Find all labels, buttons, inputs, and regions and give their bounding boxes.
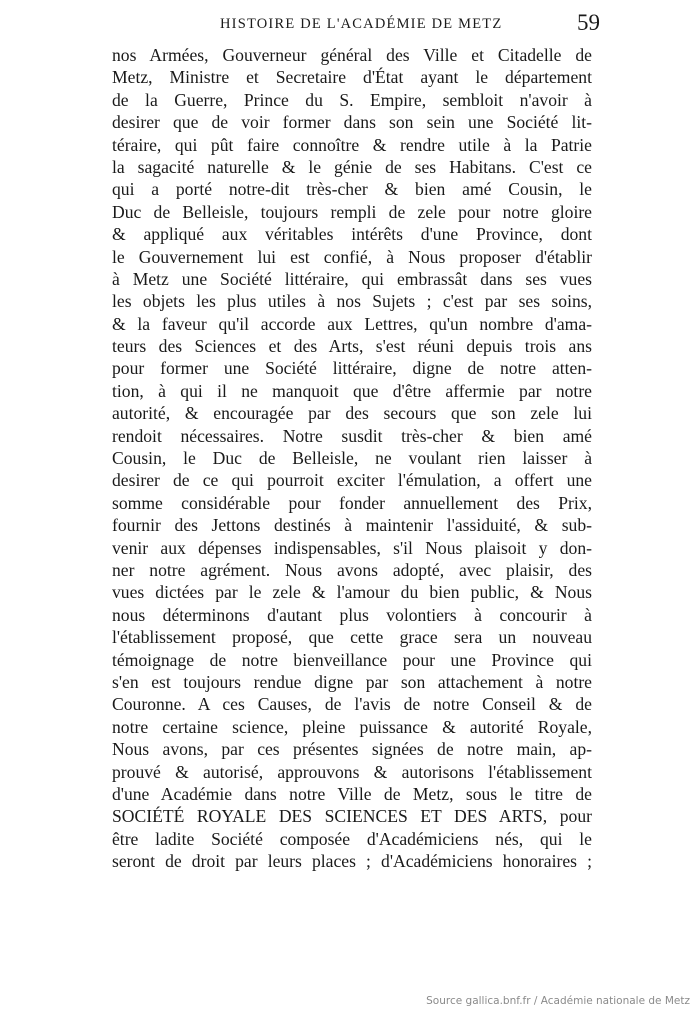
text-line: Couronne. A ces Causes, de l'avis de notre Conseil & de xyxy=(112,694,592,715)
text-line: Nous avons, par ces présentes signées de notre main, ap- xyxy=(112,739,592,760)
text-line: Duc de Belleisle, toujours rempli de zele pour notre gloire xyxy=(112,201,592,222)
text-line: Metz, Ministre et Secretaire d'État ayant le département xyxy=(112,67,592,88)
text-line: être ladite Société composée d'Académiciens nés, qui le xyxy=(112,828,592,849)
text-line: seront de droit par leurs places ; d'Académiciens honoraires ; xyxy=(112,851,592,872)
text-line: desirer de ce qui pourroit exciter l'émulation, a offert une xyxy=(112,470,592,491)
text-line: la sagacité naturelle & le génie de ses Habitans. C'est ce xyxy=(112,156,592,177)
body-text xyxy=(112,44,592,872)
text-line: nos Armées, Gouverneur général des Ville et Citadelle de xyxy=(112,45,592,65)
text-line: ner notre agrément. Nous avons adopté, avec plaisir, des xyxy=(112,559,592,580)
text-line: téraire, qui pût faire connoître & rendre utile à la Patrie xyxy=(112,134,592,155)
running-title: HISTOIRE DE L'ACADÉMIE DE METZ xyxy=(220,16,503,32)
text-line: le Gouvernement lui est confié, à Nous proposer d'établir xyxy=(112,246,592,267)
text-line: qui a porté notre-dit très-cher & bien amé Cousin, le xyxy=(112,179,592,200)
running-header xyxy=(220,12,600,36)
text-line: vues dictées par le zele & l'amour du bien public, & Nous xyxy=(112,582,592,603)
text-line: prouvé & autorisé, approuvons & autorisons l'établissement xyxy=(112,761,592,782)
text-line: les objets les plus utiles à nos Sujets ; c'est par ses soins, xyxy=(112,291,592,312)
text-line: témoignage de notre bienveillance pour une Province qui xyxy=(112,649,592,670)
text-line: rendoit nécessaires. Notre susdit très-cher & bien amé xyxy=(112,425,592,446)
text-line: venir aux dépenses indispensables, s'il Nous plaisoit y don- xyxy=(112,537,592,558)
text-line: de la Guerre, Prince du S. Empire, sembloit n'avoir à xyxy=(112,89,592,110)
text-line: fournir des Jettons destinés à maintenir l'assiduité, & sub- xyxy=(112,515,592,536)
text-line: notre certaine science, pleine puissance & autorité Royale, xyxy=(112,716,592,737)
text-line: & la faveur qu'il accorde aux Lettres, qu'un nombre d'ama- xyxy=(112,313,592,334)
text-line: teurs des Sciences et des Arts, s'est réuni depuis trois ans xyxy=(112,336,592,357)
text-line: desirer que de voir former dans son sein une Société lit- xyxy=(112,112,592,133)
text-line: tion, à qui il ne manquoit que d'être affermie par notre xyxy=(112,380,592,401)
text-line: d'une Académie dans notre Ville de Metz, sous le titre de xyxy=(112,783,592,804)
text-line: nous déterminons d'autant plus volontiers à concourir à xyxy=(112,604,592,625)
text-line: s'en est toujours rendue digne par son attachement à notre xyxy=(112,671,592,692)
page-number: 59 xyxy=(577,10,600,35)
text-line: pour former une Société littéraire, digne de notre atten- xyxy=(112,358,592,379)
text-line: SOCIÉTÉ ROYALE DES SCIENCES ET DES ARTS, pour xyxy=(112,806,592,827)
text-line: l'établissement proposé, que cette grace sera un nouveau xyxy=(112,627,592,648)
text-line: autorité, & encouragée par des secours que son zele lui xyxy=(112,403,592,424)
text-line: Cousin, le Duc de Belleisle, ne voulant rien laisser à xyxy=(112,448,592,469)
text-line: & appliqué aux véritables intérêts d'une Province, dont xyxy=(112,224,592,245)
text-line: à Metz une Société littéraire, qui embrassât dans ses vues xyxy=(112,268,592,289)
source-attribution: Source gallica.bnf.fr / Académie nationale de Metz xyxy=(426,995,690,1007)
text-line: somme considérable pour fonder annuellement des Prix, xyxy=(112,492,592,513)
